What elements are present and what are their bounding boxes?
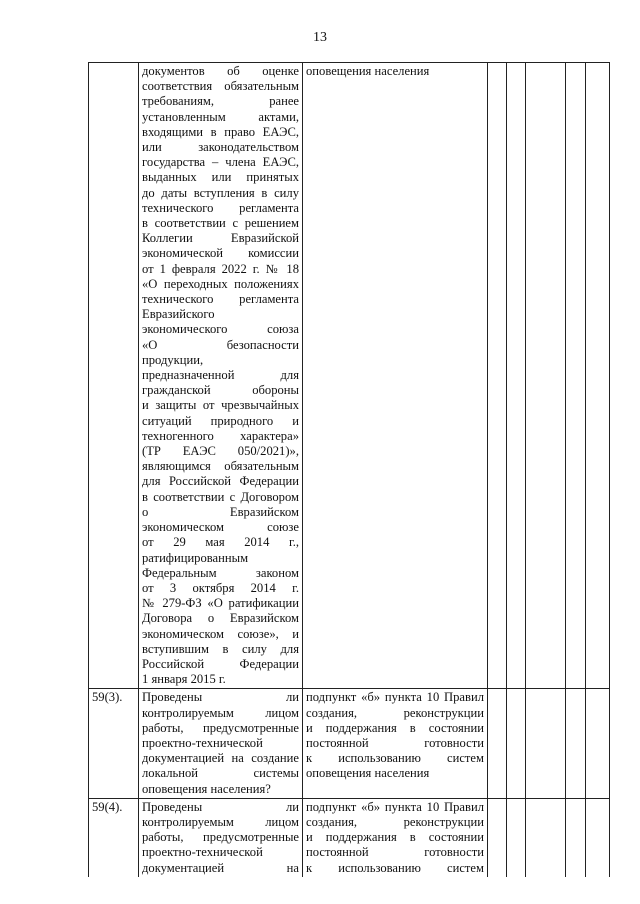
question-line: «О переходных положениях xyxy=(142,276,299,291)
question-line: Евразийского xyxy=(142,307,215,322)
reference-cell xyxy=(303,689,488,798)
answer-cell[interactable] xyxy=(566,63,586,689)
answer-cell[interactable] xyxy=(566,689,586,798)
answer-cell[interactable] xyxy=(526,63,566,689)
question-line: или законодательством xyxy=(142,140,299,155)
reference-line: создания, реконструкции xyxy=(306,705,484,720)
question-line: контролируемым лицом xyxy=(142,705,299,720)
reference-line: и поддержания в состоянии xyxy=(306,830,484,845)
question-line: проектно-технической xyxy=(142,735,263,750)
table-row xyxy=(89,689,610,798)
question-line: до даты вступления в силу xyxy=(142,185,299,200)
question-line: экономическом союзе», и xyxy=(142,626,299,641)
reference-line: создания, реконструкции xyxy=(306,814,484,829)
reference-line: подпункт «б» пункта 10 Правил xyxy=(306,799,484,814)
question-line: Федеральным законом xyxy=(142,565,299,580)
table-row xyxy=(89,63,610,689)
question-line: контролируемым лицом xyxy=(142,814,299,829)
reference-line: к использованию систем xyxy=(306,860,484,875)
reference-line: постоянной готовности xyxy=(306,845,484,860)
question-line: технического регламента xyxy=(142,292,299,307)
reference-cell xyxy=(303,798,488,877)
row-number: 59(3). xyxy=(89,689,139,798)
question-cell xyxy=(139,63,303,689)
reference-line: постоянной готовности xyxy=(306,735,484,750)
question-line: экономической комиссии xyxy=(142,246,299,261)
question-line: от 29 мая 2014 г., xyxy=(142,535,299,550)
question-line: входящими в право ЕАЭС, xyxy=(142,124,299,139)
question-line: № 279-ФЗ «О ратификации xyxy=(142,596,299,611)
table-row xyxy=(89,798,610,877)
question-line: работы, предусмотренные xyxy=(142,830,299,845)
question-line: оповещения населения? xyxy=(142,781,271,796)
answer-cell[interactable] xyxy=(586,63,610,689)
question-line: требованиям, ранее xyxy=(142,94,299,109)
question-line: документацией на создание xyxy=(142,751,299,766)
question-line: для Российской Федерации xyxy=(142,474,299,489)
page-number: 13 xyxy=(313,30,327,45)
reference-line: подпункт «б» пункта 10 Правил xyxy=(306,690,484,705)
question-line: государства – члена ЕАЭС, xyxy=(142,155,299,170)
question-line: и защиты от чрезвычайных xyxy=(142,398,299,413)
question-line: проектно-технической xyxy=(142,845,263,860)
answer-cell[interactable] xyxy=(488,798,507,877)
question-line: соответствия обязательным xyxy=(142,79,299,94)
question-line: Проведены ли xyxy=(142,799,299,814)
answer-cell[interactable] xyxy=(586,798,610,877)
question-line: экономическом союзе xyxy=(142,520,299,535)
question-line: в соответствии с решением xyxy=(142,216,299,231)
reference-line: оповещения населения xyxy=(306,64,430,78)
checklist-table xyxy=(88,62,610,877)
answer-cell[interactable] xyxy=(488,689,507,798)
question-line: технического регламента xyxy=(142,200,299,215)
answer-cell[interactable] xyxy=(488,63,507,689)
question-line: гражданской обороны xyxy=(142,383,299,398)
question-line: от 1 февраля 2022 г. № 18 xyxy=(142,261,299,276)
question-line: установленным актами, xyxy=(142,109,299,124)
reference-cell xyxy=(303,63,488,689)
question-line: выданных или принятых xyxy=(142,170,299,185)
question-line: ситуаций природного и xyxy=(142,413,299,428)
question-cell xyxy=(139,689,303,798)
question-line: (ТР ЕАЭС 050/2021)», xyxy=(142,444,299,459)
answer-cell[interactable] xyxy=(586,689,610,798)
question-line: продукции, xyxy=(142,352,204,367)
answer-cell[interactable] xyxy=(566,798,586,877)
question-line: 1 января 2015 г. xyxy=(142,672,226,687)
answer-cell[interactable] xyxy=(507,798,526,877)
answer-cell[interactable] xyxy=(526,689,566,798)
answer-cell[interactable] xyxy=(507,63,526,689)
answer-cell[interactable] xyxy=(507,689,526,798)
question-line: документацией на xyxy=(142,860,299,875)
question-line: локальной системы xyxy=(142,766,299,781)
reference-line: к использованию систем xyxy=(306,751,484,766)
question-line: предназначенной для xyxy=(142,368,299,383)
question-line: Российской Федерации xyxy=(142,656,299,671)
answer-cell[interactable] xyxy=(526,798,566,877)
question-line: Договора о Евразийском xyxy=(142,611,299,626)
question-line: являющимся обязательным xyxy=(142,459,299,474)
question-line: экономического союза xyxy=(142,322,299,337)
question-line: работы, предусмотренные xyxy=(142,720,299,735)
row-number: 59(4). xyxy=(89,798,139,877)
reference-line: оповещения населения xyxy=(306,766,430,781)
question-line: в соответствии с Договором xyxy=(142,489,299,504)
question-line: от 3 октября 2014 г. xyxy=(142,580,299,595)
question-line: техногенного характера» xyxy=(142,428,299,443)
question-cell xyxy=(139,798,303,877)
question-line: ратифицированным xyxy=(142,550,249,565)
reference-line: и поддержания в состоянии xyxy=(306,720,484,735)
question-line: вступившим в силу для xyxy=(142,641,299,656)
question-line: документов об оценке xyxy=(142,64,299,78)
row-number xyxy=(89,63,139,689)
question-line: Проведены ли xyxy=(142,690,299,705)
question-line: «О безопасности xyxy=(142,337,299,352)
question-line: о Евразийском xyxy=(142,504,299,519)
question-line: Коллегии Евразийской xyxy=(142,231,299,246)
